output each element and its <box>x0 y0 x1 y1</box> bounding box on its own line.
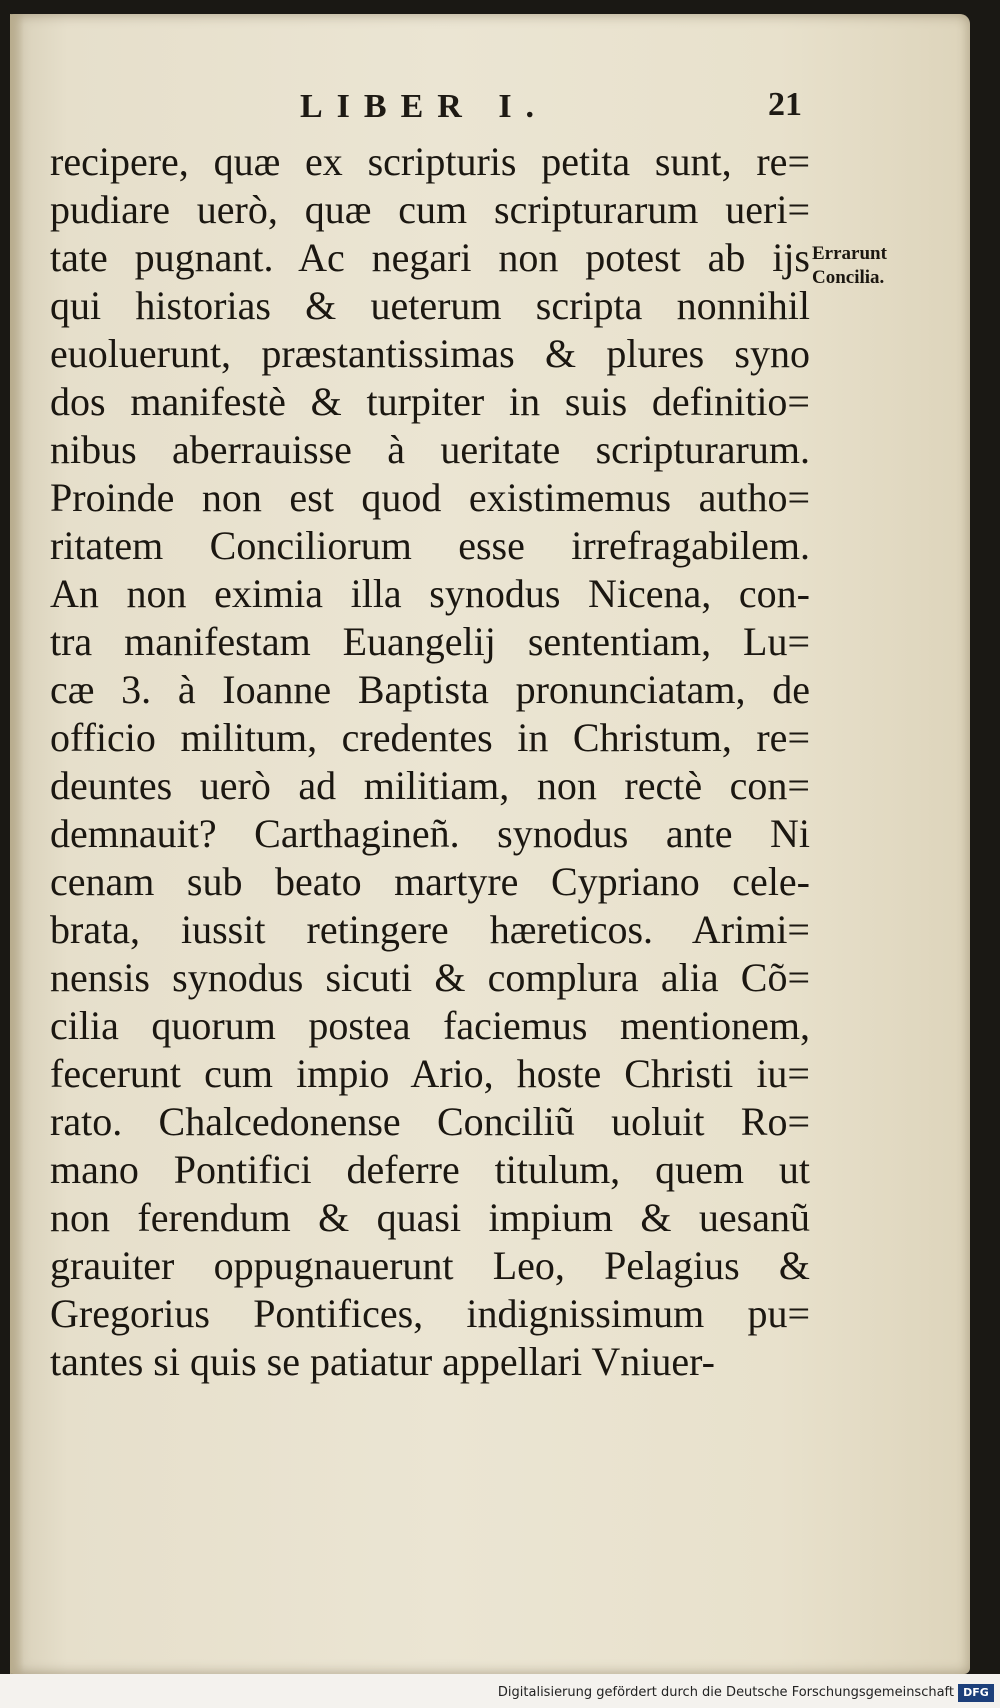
text-line: cæ 3. à Ioanne Baptista pronunciatam, de <box>50 667 810 712</box>
text-line: dos manifestè & turpiter in suis definitio= <box>50 379 810 424</box>
text-line: non ferendum & quasi impium & uesanũ <box>50 1195 810 1240</box>
text-line: mano Pontifici deferre titulum, quem ut <box>50 1147 810 1192</box>
text-line: An non eximia illa synodus Nicena, con- <box>50 571 810 616</box>
page-number: 21 <box>768 86 802 123</box>
text-line: demnauit? Carthagineñ. synodus ante Ni <box>50 811 810 856</box>
body-text-block <box>50 138 810 1386</box>
text-line: pudiare uerò, quæ cum scripturarum ueri= <box>50 187 810 232</box>
text-line: Proinde non est quod existimemus autho= <box>50 475 810 520</box>
text-line: nensis synodus sicuti & complura alia Cõ= <box>50 955 810 1000</box>
text-line: officio militum, credentes in Christum, re= <box>50 715 810 760</box>
footer-credit: Digitalisierung gefördert durch die Deutsche Forschungsgemeinschaft <box>497 1685 954 1700</box>
dfg-logo: DFG <box>958 1684 994 1702</box>
text-line: fecerunt cum impio Ario, hoste Christi iu= <box>50 1051 810 1096</box>
text-line: nibus aberrauisse à ueritate scripturarum. <box>50 427 810 472</box>
text-line: qui historias & ueterum scripta nonnihil <box>50 283 810 328</box>
marginal-note-line: Errarunt <box>812 243 887 264</box>
text-line: grauiter oppugnauerunt Leo, Pelagius & <box>50 1243 810 1288</box>
text-line: brata, iussit retingere hæreticos. Arimi= <box>50 907 810 952</box>
digitization-footer <box>0 1674 1000 1708</box>
text-line: tantes si quis se patiatur appellari Vniuer- <box>50 1339 715 1384</box>
text-line: tra manifestam Euangelij sententiam, Lu= <box>50 619 810 664</box>
running-head: LIBER I. <box>300 88 549 125</box>
marginal-note <box>812 242 887 290</box>
text-line: cilia quorum postea faciemus mentionem, <box>50 1003 810 1048</box>
text-line: rato. Chalcedonense Conciliũ uoluit Ro= <box>50 1099 810 1144</box>
text-line: euoluerunt, præstantissimas & plures syno <box>50 331 810 376</box>
text-line: tate pugnant. Ac negari non potest ab ijs <box>50 235 810 280</box>
text-line: Gregorius Pontifices, indignissimum pu= <box>50 1291 810 1336</box>
text-line: ritatem Conciliorum esse irrefragabilem. <box>50 523 810 568</box>
page-gutter-shadow <box>10 14 24 1674</box>
text-line: recipere, quæ ex scripturis petita sunt, re= <box>50 139 810 184</box>
text-line: cenam sub beato martyre Cypriano cele- <box>50 859 810 904</box>
text-line: deuntes uerò ad militiam, non rectè con= <box>50 763 810 808</box>
marginal-note-line: Concilia. <box>812 267 885 288</box>
